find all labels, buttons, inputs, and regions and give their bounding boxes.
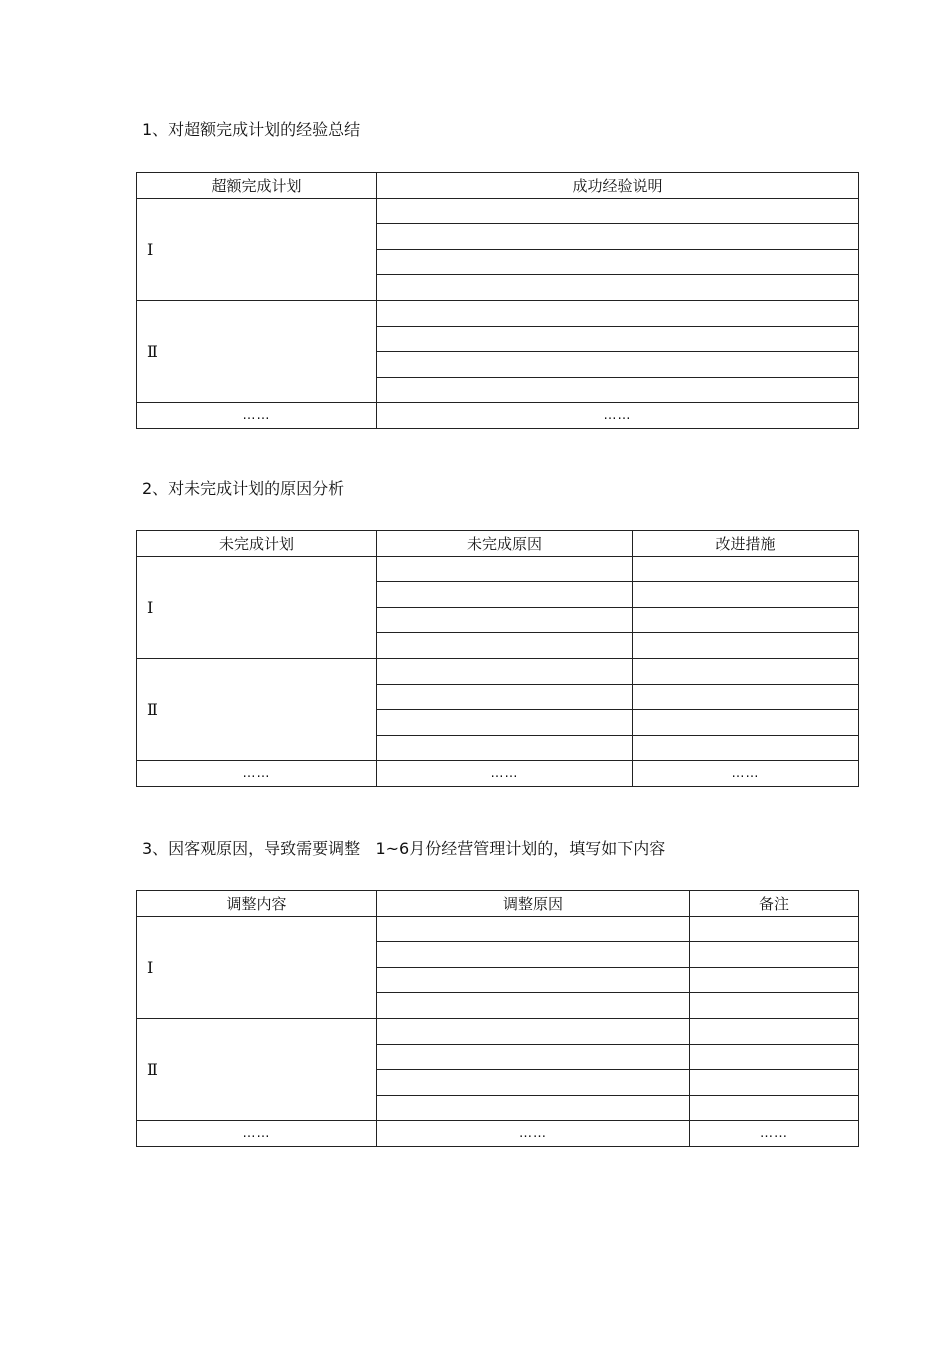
- group-label-1[interactable]: Ⅰ: [137, 556, 377, 658]
- table-header-row: [137, 173, 859, 199]
- table-row: [137, 916, 859, 942]
- group-label-2[interactable]: Ⅱ: [137, 658, 377, 760]
- table-cell[interactable]: [690, 1044, 859, 1070]
- column-header: 成功经验说明: [377, 173, 859, 199]
- table-cell[interactable]: [690, 1095, 859, 1121]
- table-cell[interactable]: [690, 916, 859, 942]
- table-row: [137, 556, 859, 582]
- table-cell[interactable]: [633, 735, 859, 761]
- table-header-row: [137, 531, 859, 557]
- table-cell[interactable]: [633, 607, 859, 633]
- table-cell[interactable]: [377, 658, 633, 684]
- table-cell[interactable]: [377, 942, 690, 968]
- table-cell[interactable]: [690, 993, 859, 1019]
- table-cell[interactable]: [377, 684, 633, 710]
- column-header: 改进措施: [633, 531, 859, 557]
- table-cell[interactable]: [377, 326, 859, 352]
- table-cell[interactable]: [377, 198, 859, 224]
- table-cell[interactable]: [633, 556, 859, 582]
- column-header: 超额完成计划: [137, 173, 377, 199]
- table-cell[interactable]: [690, 1018, 859, 1044]
- group-label-1[interactable]: Ⅰ: [137, 916, 377, 1018]
- table-cell[interactable]: [633, 684, 859, 710]
- table-cell[interactable]: [377, 224, 859, 250]
- ellipsis-row: [137, 761, 859, 787]
- table-cell[interactable]: [377, 710, 633, 736]
- column-header: 调整内容: [137, 891, 377, 917]
- ellipsis-row: [137, 403, 859, 429]
- table-cell[interactable]: [377, 1095, 690, 1121]
- table-cell[interactable]: [377, 1044, 690, 1070]
- ellipsis-row: [137, 1121, 859, 1147]
- section-2-heading: 2、对未完成计划的原因分析: [142, 479, 345, 498]
- table-cell[interactable]: [377, 249, 859, 275]
- column-header: 调整原因: [377, 891, 690, 917]
- table-cell[interactable]: [377, 735, 633, 761]
- table-cell[interactable]: [377, 300, 859, 326]
- unfinished-analysis-table: [136, 530, 859, 787]
- experience-summary-table: [136, 172, 859, 429]
- ellipsis-cell[interactable]: ……: [137, 1121, 377, 1147]
- table-row: [137, 198, 859, 224]
- table-cell[interactable]: [633, 710, 859, 736]
- table-row: [137, 300, 859, 326]
- table-cell[interactable]: [377, 993, 690, 1019]
- section-1-heading: 1、对超额完成计划的经验总结: [142, 120, 361, 139]
- group-label-2[interactable]: Ⅱ: [137, 300, 377, 402]
- table-header-row: [137, 891, 859, 917]
- ellipsis-cell[interactable]: ……: [690, 1121, 859, 1147]
- ellipsis-cell[interactable]: ……: [137, 403, 377, 429]
- table-cell[interactable]: [690, 942, 859, 968]
- column-header: 未完成原因: [377, 531, 633, 557]
- plan-adjustment-table: [136, 890, 859, 1147]
- table-cell[interactable]: [377, 607, 633, 633]
- table-cell[interactable]: [377, 967, 690, 993]
- group-label-2[interactable]: Ⅱ: [137, 1018, 377, 1120]
- section-3-heading: 3、因客观原因，导致需要调整 1~6月份经营管理计划的，填写如下内容: [142, 839, 666, 858]
- table-cell[interactable]: [690, 967, 859, 993]
- ellipsis-cell[interactable]: ……: [633, 761, 859, 787]
- column-header: 未完成计划: [137, 531, 377, 557]
- table-row: [137, 658, 859, 684]
- ellipsis-cell[interactable]: ……: [377, 1121, 690, 1147]
- ellipsis-cell[interactable]: ……: [377, 403, 859, 429]
- column-header: 备注: [690, 891, 859, 917]
- table-cell[interactable]: [377, 275, 859, 301]
- table-cell[interactable]: [377, 633, 633, 659]
- table-cell[interactable]: [690, 1070, 859, 1096]
- table-cell[interactable]: [633, 658, 859, 684]
- ellipsis-cell[interactable]: ……: [137, 761, 377, 787]
- ellipsis-cell[interactable]: ……: [377, 761, 633, 787]
- table-cell[interactable]: [633, 582, 859, 608]
- table-cell[interactable]: [633, 633, 859, 659]
- table-cell[interactable]: [377, 352, 859, 378]
- table-cell[interactable]: [377, 1070, 690, 1096]
- table-row: [137, 1018, 859, 1044]
- table-cell[interactable]: [377, 916, 690, 942]
- table-cell[interactable]: [377, 377, 859, 403]
- table-cell[interactable]: [377, 1018, 690, 1044]
- table-cell[interactable]: [377, 582, 633, 608]
- group-label-1[interactable]: Ⅰ: [137, 198, 377, 300]
- table-cell[interactable]: [377, 556, 633, 582]
